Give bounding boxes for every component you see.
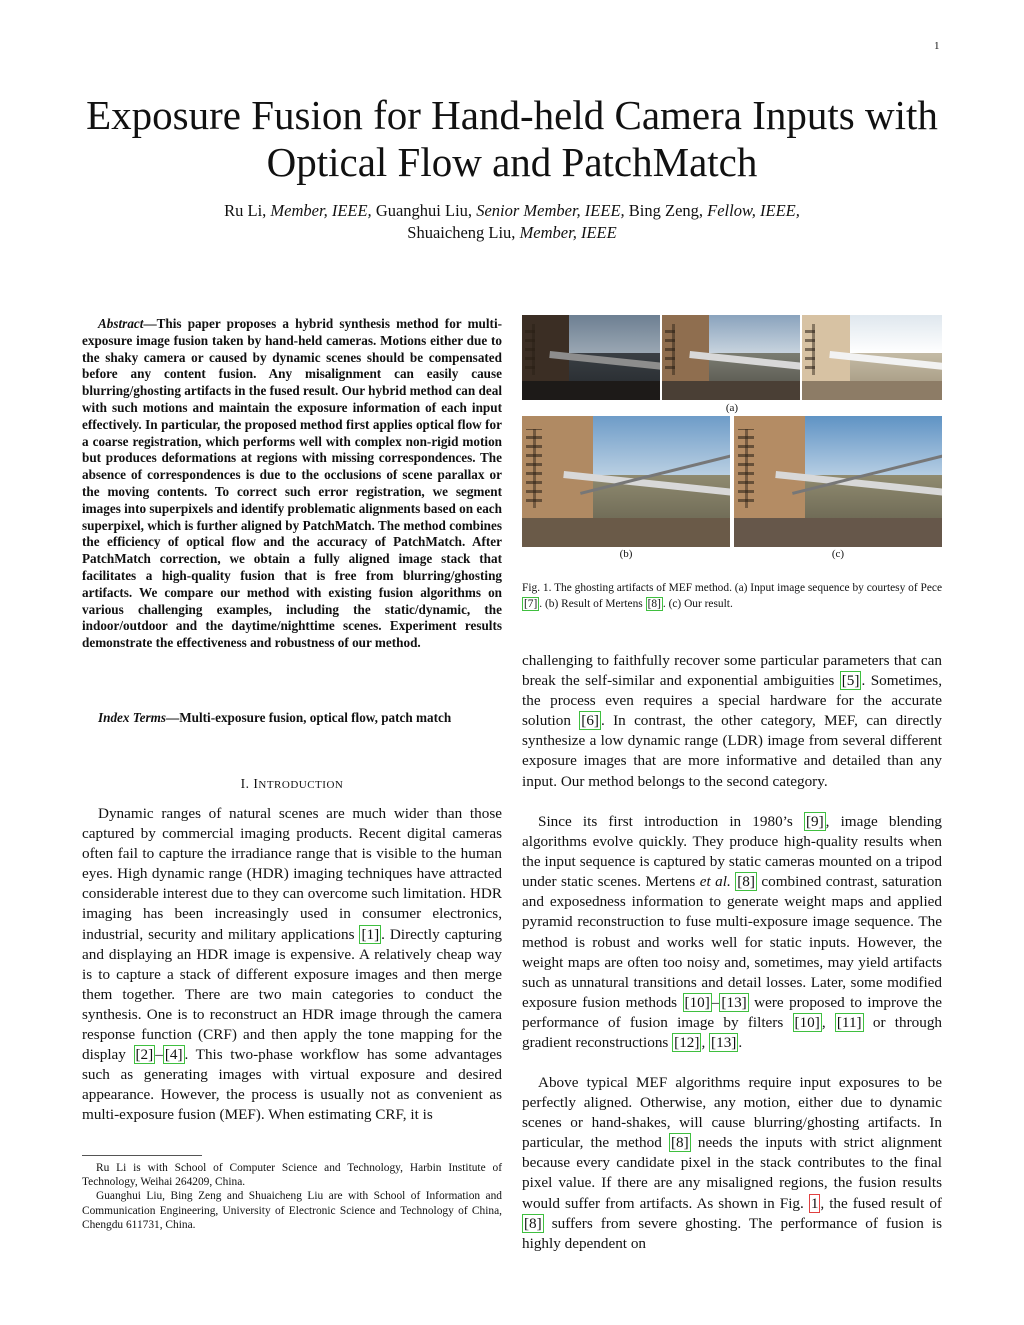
author-list: [120, 200, 904, 244]
caption-text: . (b) Result of Mertens: [539, 597, 646, 610]
citation-link[interactable]: [2]: [135, 1046, 154, 1064]
section-title-first: I: [253, 776, 259, 791]
intro-text: . This two-phase workflow has some advantages such as generating images with virtual exposure and desired appearance. However, the process is usually not as convenient as multi-exposure fusion (MEF). When estimating CRF, it is: [82, 1046, 503, 1124]
citation-link[interactable]: [10]: [684, 993, 710, 1011]
abstract-lead: Abstract: [98, 316, 144, 331]
footnote-affiliation-1: Ru Li is with School of Computer Science and Technology, Harbin Institute of Technology, Weihai 264209, China.: [82, 1162, 502, 1189]
intro-paragraph-right-1: [522, 651, 942, 792]
intro-text: –: [711, 993, 720, 1011]
citation-link[interactable]: [5]: [841, 672, 860, 690]
figure-sublabel-c: (c): [831, 548, 845, 560]
intro-text: or through gradient reconstructions: [522, 1013, 943, 1052]
intro-text: ,: [701, 1034, 710, 1052]
intro-text: suffers from severe ghosting. The performance of fusion is highly dependent on: [522, 1214, 942, 1252]
input-image-mid: [662, 315, 800, 400]
section-number: I.: [240, 776, 254, 791]
intro-text: –: [155, 1046, 163, 1064]
citation-link[interactable]: [4]: [164, 1046, 183, 1064]
intro-text: . In contrast, the other category, MEF, can directly synthesize a low dynamic range (LDR) image from several different exposure images that are more informative and detailed than any input. Our method belongs to the second category.: [522, 712, 942, 790]
intro-text: Since its first introduction in 1980’s: [538, 813, 804, 830]
abstract-text: —This paper proposes a hybrid synthesis method for multi-exposure image fusion taken by hand-held cameras. Motions either due to the shaky camera or caused by dynamic scenes should be compensated before any content fusion. Any misalignment can easily cause blurring/ghosting artifacts in the fused result. Our hybrid method can deal with such motions and maintain the exposure information of each input effectively. In particular, the proposed method first applies optical flow for a coarse registration, which performs well with complex non-rigid motion but produces deformations at regions with missing correspondences. The absence of correspondences is due to the occlusions of scene parallax or the moving contents. To correct such error registration, we segment images into superpixels and identify problematic alignments based on each superpixel, which is further aligned by PatchMatch. The method combines the efficiency of optical flow and the accuracy of PatchMatch. After PatchMatch correction, we obtain a fully aligned image stack that facilitates a high-quality fusion that is free from blurring/ghosting artifacts. We compare our method with existing fusion algorithms on various challenging examples, including the static/dynamic, the indoor/outdoor and the daytime/nighttime scenes. Experiment results demonstrate the effectiveness and robustness of our method.: [82, 316, 502, 651]
section-title-rest: NTRODUCTION: [258, 779, 344, 791]
citation-link[interactable]: [11]: [836, 1013, 862, 1031]
caption-text: . (c) Our result.: [662, 597, 733, 610]
input-image-dark: [522, 315, 660, 400]
citation-link[interactable]: [8]: [670, 1134, 689, 1152]
author-2-role: Senior Member, IEEE,: [476, 201, 625, 220]
page-number: 1: [934, 40, 940, 52]
figure-ref-link[interactable]: 1: [810, 1194, 819, 1212]
citation-link[interactable]: [10]: [794, 1013, 820, 1031]
footnote-rule: [82, 1155, 202, 1156]
intro-text: , image blending algorithms evolve quickly. They produce high-quality results when the input sequence is captured by static cameras mounted on a tripod under static scenes. Mertens: [522, 813, 942, 891]
citation-link[interactable]: [13]: [721, 993, 747, 1011]
intro-text: . Sometimes, the process even requires a special hardware for the accurate solution: [522, 672, 943, 730]
section-heading: [82, 776, 502, 792]
figure-sublabel-a: (a): [725, 402, 739, 414]
paper-title: Exposure Fusion for Hand-held Camera Inputs with Optical Flow and PatchMatch: [86, 92, 938, 185]
input-image-bright: [802, 315, 942, 400]
author-1-role: Member, IEEE,: [270, 201, 372, 220]
result-image-mertens: [522, 416, 730, 547]
citation-link[interactable]: [8]: [524, 1214, 542, 1232]
index-terms-text: —Multi-exposure fusion, optical flow, patch match: [166, 710, 452, 725]
intro-paragraph-right-3: [522, 1073, 942, 1254]
citation-link[interactable]: [8]: [647, 597, 661, 610]
caption-text: Fig. 1. The ghosting artifacts of MEF method. (a) Input image sequence by courtesy of Pece: [522, 582, 942, 594]
intro-text: et al.: [699, 873, 731, 891]
citation-link[interactable]: [1]: [361, 925, 380, 943]
citation-link[interactable]: [13]: [711, 1034, 737, 1052]
intro-text: challenging to faithfully recover some particular parameters that can break the self-similar and exponential ambiguities: [522, 652, 942, 690]
intro-text: , the fused result of: [820, 1194, 942, 1212]
citation-link[interactable]: [12]: [674, 1034, 700, 1052]
author-2-name: Guanghui Liu,: [371, 201, 477, 220]
citation-link[interactable]: [8]: [737, 873, 755, 891]
citation-link[interactable]: [9]: [805, 813, 824, 830]
intro-text: were proposed to improve the performance of fusion image by filters: [522, 993, 942, 1031]
citation-link[interactable]: [6]: [581, 712, 599, 730]
index-terms-lead: Index Terms: [98, 710, 167, 725]
footnote-affiliation-2: Guanghui Liu, Bing Zeng and Shuaicheng Liu are with School of Information and Communication Engineering, University of Electronic Science and Technology of China, Chengdu 611731, China.: [82, 1190, 502, 1231]
intro-text: combined contrast, saturation and exposedness information to generate weight maps and applied pyramid reconstruction to fuse multi-exposure image sequence. The method is robust and works well for static inputs. However, the weight maps are often too noisy and, sometimes, may yield artifacts such as unnatural transitions and detail losses. Later, some modified exposure fusion methods: [522, 873, 942, 1011]
author-3-role: Fellow, IEEE,: [707, 201, 800, 220]
index-terms: [82, 710, 502, 727]
intro-text: Dynamic ranges of natural scenes are much wider than those captured by commercial imaging products. Recent digital cameras often fail to capture the irradiance range that is visible to the human eyes. High dynamic range (HDR) imaging techniques have attracted considerable interest due to they can overcome such limitation. HDR imaging has been increasingly used in consumer electronics, industrial, security and military applications: [82, 805, 502, 943]
author-4-name: Shuaicheng Liu,: [407, 223, 520, 242]
abstract: [82, 316, 502, 652]
result-image-ours: [734, 416, 942, 547]
figure-caption: [522, 581, 942, 612]
intro-paragraph-right-2: [522, 812, 942, 1053]
intro-text: . Directly capturing and displaying an HDR image is expensive. A relatively cheap way is to capture a stack of different exposure images and then merge them together. There are two main categories to conduct the synthesis. One is to reconstruct an HDR image through the camera response function (CRF) and then apply the tone mapping for the display: [82, 925, 503, 1064]
author-1-name: Ru Li,: [224, 201, 271, 220]
intro-text: needs the inputs with strict alignment because every candidate pixel in the stack contributes to the final pixel value. If there are any misaligned regions, the fusion results would suffer from artifacts. As shown in Fig.: [522, 1134, 943, 1212]
intro-text: ,: [821, 1013, 835, 1031]
intro-text: .: [738, 1034, 743, 1052]
footnotes: [82, 1161, 502, 1232]
author-4-role: Member, IEEE: [519, 223, 617, 242]
intro-text: Above typical MEF algorithms require input exposures to be perfectly aligned. Otherwise, any motion, either due to dynamic scenes or hand-shakes, will cause blurring/ghosting artifacts. In particular, the method: [522, 1074, 942, 1152]
citation-link[interactable]: [7]: [524, 597, 538, 610]
intro-paragraph-left: [82, 804, 502, 1126]
author-3-name: Bing Zeng,: [624, 201, 708, 220]
figure-sublabel-b: (b): [619, 548, 633, 560]
